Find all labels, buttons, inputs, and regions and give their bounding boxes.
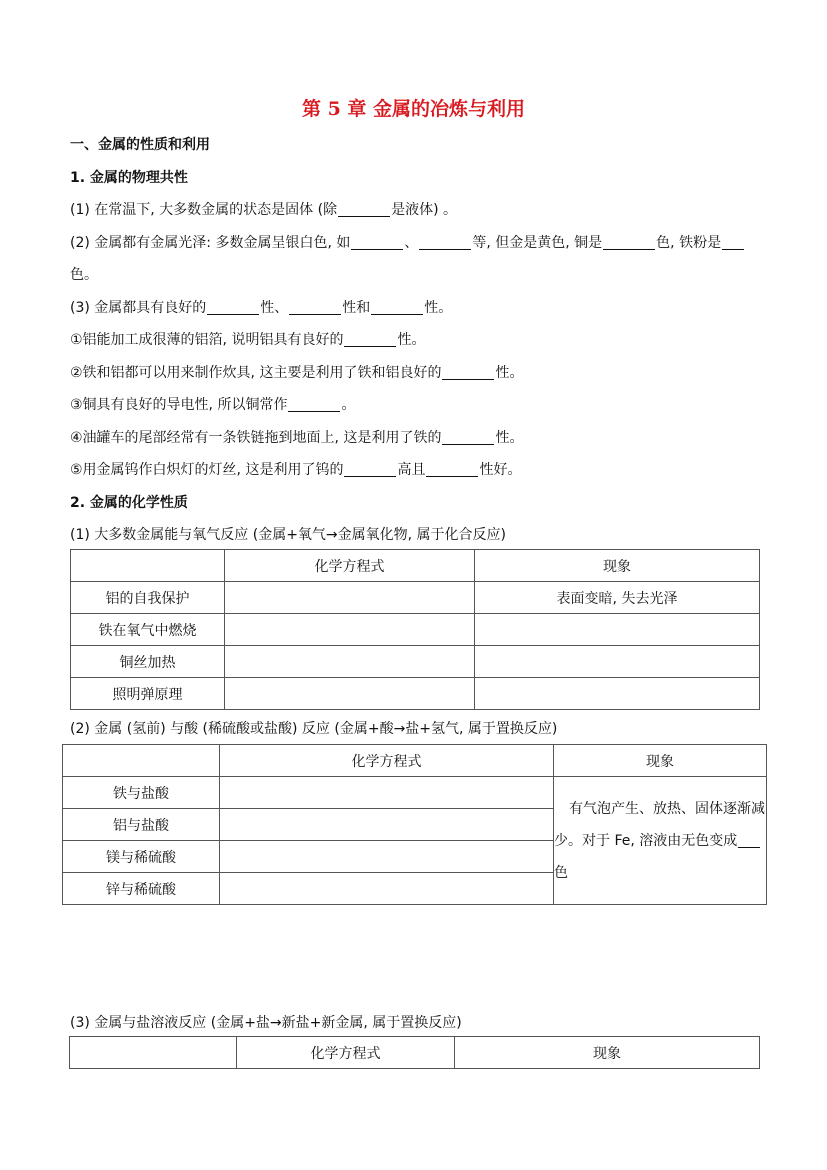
question-line-3 <box>70 297 452 317</box>
question-line-6 <box>70 394 355 414</box>
text: 等, 但金是黄色, 铜是 <box>472 235 603 251</box>
acid-reaction-table <box>62 744 767 905</box>
answer-blank[interactable] <box>289 300 341 315</box>
reaction-name-cell: 铜丝加热 <box>71 646 225 678</box>
reaction-name-cell: 铁在氧气中燃烧 <box>71 614 225 646</box>
answer-blank[interactable] <box>738 833 760 848</box>
text: 性。 <box>495 430 524 446</box>
text: (2) 金属都有金属光泽: 多数金属呈银白色, 如 <box>70 235 351 251</box>
answer-blank[interactable] <box>207 300 259 315</box>
text: 、 <box>404 235 419 251</box>
text: 是液体) 。 <box>391 202 458 218</box>
header-cell: 化学方程式 <box>220 745 554 777</box>
subsection-heading-physical: 1. 金属的物理共性 <box>70 170 188 186</box>
question-line-2 <box>70 232 745 252</box>
question-line-5 <box>70 362 523 382</box>
answer-blank[interactable] <box>442 430 494 445</box>
answer-blank[interactable] <box>351 235 403 250</box>
text: 性。 <box>397 332 426 348</box>
answer-blank[interactable] <box>426 462 478 477</box>
table-row <box>71 614 760 646</box>
equation-cell[interactable] <box>220 809 554 841</box>
question-line-4 <box>70 329 425 349</box>
phenomenon-line-2 <box>554 825 766 857</box>
text: 高且 <box>397 462 426 478</box>
header-cell: 现象 <box>554 745 767 777</box>
answer-blank[interactable] <box>338 202 390 217</box>
text: 性。 <box>495 365 524 381</box>
reaction-name-cell: 铝的自我保护 <box>71 582 225 614</box>
text: (1) 在常温下, 大多数金属的状态是固体 (除 <box>70 202 338 218</box>
table-row <box>63 777 767 809</box>
table-header-row <box>70 1037 760 1069</box>
text: ⑤用金属钨作白炽灯的灯丝, 这是利用了钨的 <box>70 462 344 478</box>
question-line-1 <box>70 199 457 219</box>
header-cell: 现象 <box>455 1037 760 1069</box>
header-cell <box>63 745 220 777</box>
equation-cell[interactable] <box>225 678 475 710</box>
phenomenon-cell[interactable] <box>475 646 760 678</box>
header-cell: 化学方程式 <box>237 1037 455 1069</box>
answer-blank[interactable] <box>288 397 340 412</box>
equation-cell[interactable] <box>225 614 475 646</box>
phenomenon-merged-cell <box>554 777 767 905</box>
subsection-heading-chemical: 2. 金属的化学性质 <box>70 495 188 511</box>
phenomenon-line-1: 有气泡产生、放热、固体逐渐减 <box>569 800 765 817</box>
answer-blank[interactable] <box>603 235 655 250</box>
table-row <box>71 678 760 710</box>
equation-cell[interactable] <box>225 582 475 614</box>
oxygen-reaction-table <box>70 549 760 710</box>
text: ③铜具有良好的导电性, 所以铜常作 <box>70 397 288 413</box>
reaction-name-cell: 镁与稀硫酸 <box>63 841 220 873</box>
text: ④油罐车的尾部经常有一条铁链拖到地面上, 这是利用了铁的 <box>70 430 442 446</box>
answer-blank[interactable] <box>371 300 423 315</box>
table2-caption: (2) 金属 (氢前) 与酸 (稀硫酸或盐酸) 反应 (金属+酸→盐+氢气, 属于置换反应) <box>70 721 558 737</box>
header-cell <box>71 550 225 582</box>
text: 性。 <box>424 300 453 316</box>
table-row <box>71 582 760 614</box>
text: (3) 金属都具有良好的 <box>70 300 207 316</box>
answer-blank[interactable] <box>419 235 471 250</box>
table3-caption: (3) 金属与盐溶液反应 (金属+盐→新盐+新金属, 属于置换反应) <box>70 1015 462 1031</box>
question-line-2-cont: 色。 <box>70 267 98 283</box>
equation-cell[interactable] <box>220 841 554 873</box>
question-line-7 <box>70 427 523 447</box>
reaction-name-cell: 铝与盐酸 <box>63 809 220 841</box>
text: ①铝能加工成很薄的铝箔, 说明铝具有良好的 <box>70 332 344 348</box>
equation-cell[interactable] <box>225 646 475 678</box>
phenomenon-cell[interactable] <box>475 678 760 710</box>
table-row <box>71 646 760 678</box>
reaction-name-cell: 锌与稀硫酸 <box>63 873 220 905</box>
text: 性、 <box>260 300 289 316</box>
text: 性好。 <box>479 462 522 478</box>
table-header-row <box>63 745 767 777</box>
text: 。 <box>341 397 356 413</box>
text: ②铁和铝都可以用来制作炊具, 这主要是利用了铁和铝良好的 <box>70 365 442 381</box>
answer-blank[interactable] <box>722 235 744 250</box>
answer-blank[interactable] <box>442 365 494 380</box>
header-cell <box>70 1037 237 1069</box>
text: 少。对于 Fe, 溶液由无色变成 <box>554 832 738 849</box>
phenomenon-cell: 表面变暗, 失去光泽 <box>475 582 760 614</box>
table1-caption: (1) 大多数金属能与氧气反应 (金属+氧气→金属氧化物, 属于化合反应) <box>70 527 507 543</box>
table-header-row <box>71 550 760 582</box>
phenomenon-cell[interactable] <box>475 614 760 646</box>
header-cell: 化学方程式 <box>225 550 475 582</box>
reaction-name-cell: 照明弹原理 <box>71 678 225 710</box>
reaction-name-cell: 铁与盐酸 <box>63 777 220 809</box>
equation-cell[interactable] <box>220 777 554 809</box>
answer-blank[interactable] <box>344 462 396 477</box>
answer-blank[interactable] <box>344 332 396 347</box>
salt-reaction-table <box>69 1036 760 1069</box>
page-title: 第 5 章 金属的冶炼与利用 <box>301 98 526 120</box>
text: 性和 <box>342 300 371 316</box>
question-line-8 <box>70 459 521 479</box>
phenomenon-line-3: 色 <box>554 864 568 881</box>
text: 色, 铁粉是 <box>656 235 722 251</box>
header-cell: 现象 <box>475 550 760 582</box>
equation-cell[interactable] <box>220 873 554 905</box>
section-heading-1: 一、金属的性质和利用 <box>70 137 210 153</box>
